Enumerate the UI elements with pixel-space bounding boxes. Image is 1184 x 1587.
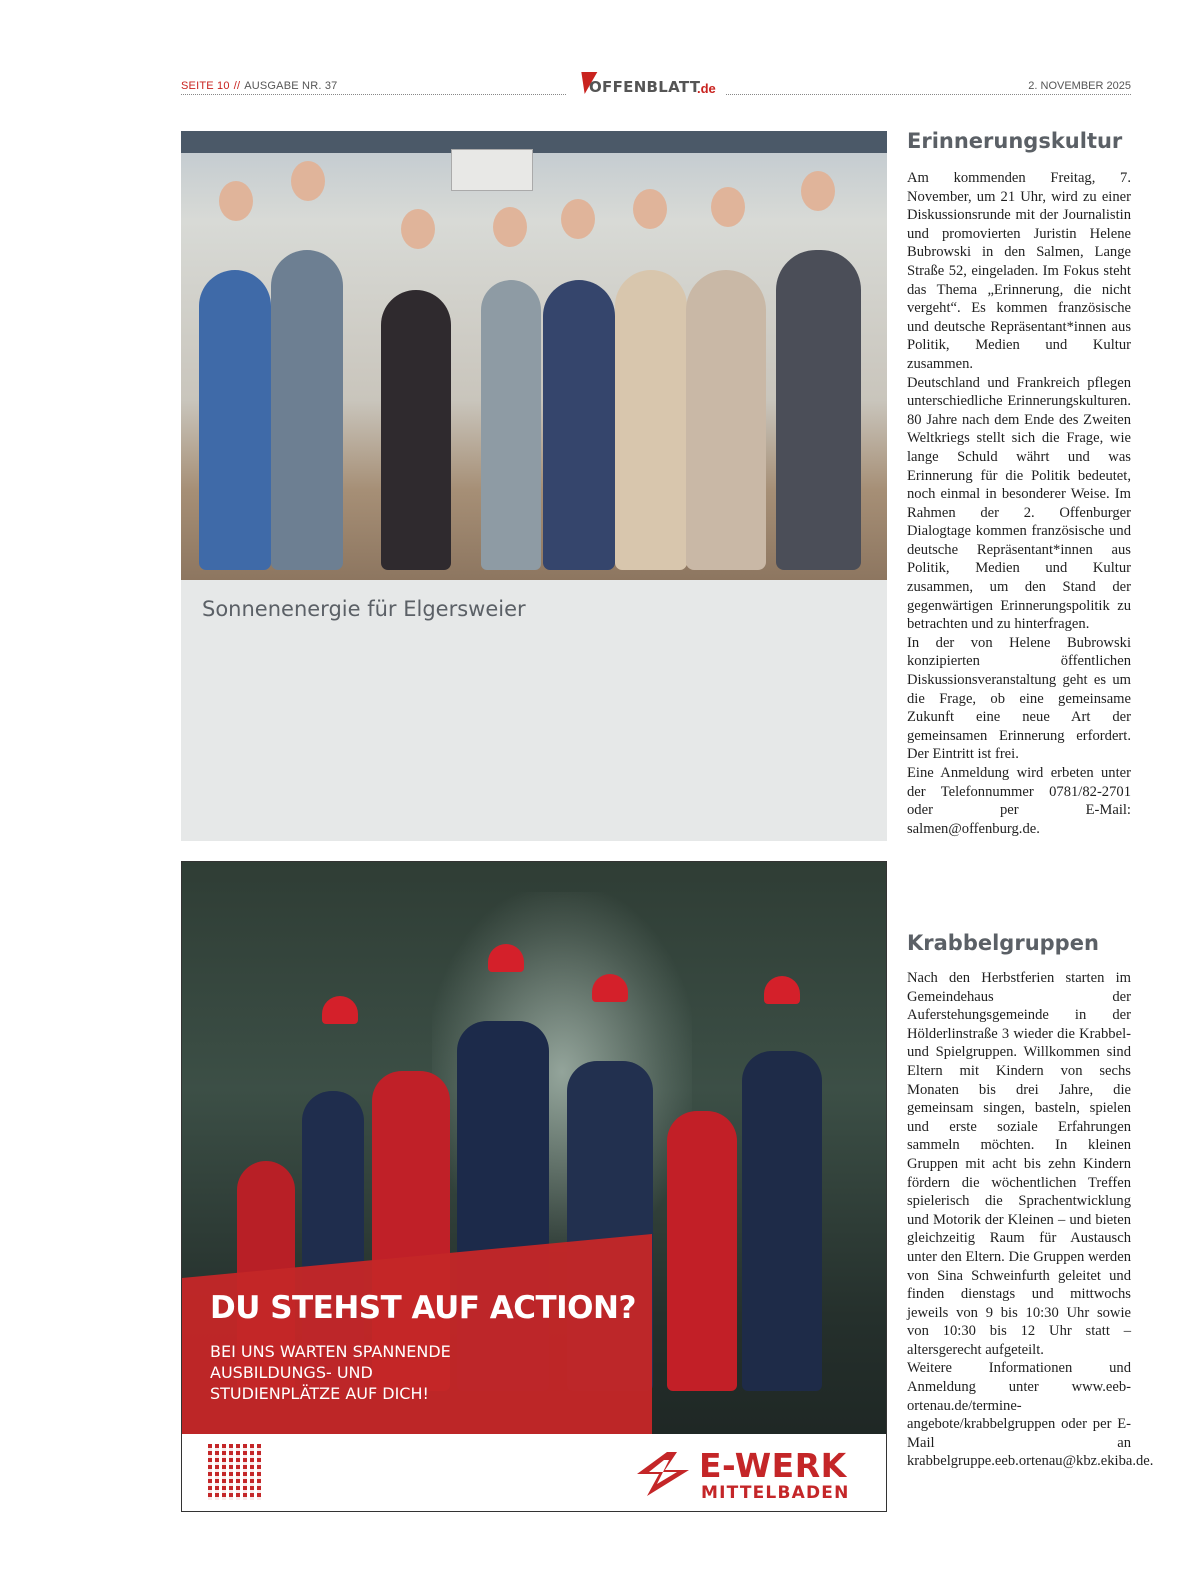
article-krabbelgruppen	[907, 931, 1154, 1471]
person-figure	[199, 270, 271, 570]
ad-footer	[182, 1434, 887, 1512]
page-info	[181, 80, 337, 92]
article-paragraph: Deutschland und Frankreich pflegen unterschiedliche Erinnerungskulturen. 80 Jahre nach dem Ende des Zweiten Weltkriegs stellt sich die Frage, wie lange Schuld währt und was Erinnerung für die Politik bedeutet, noch einmal in besonderer Weise. Im Rahmen der 2. Offenburger Dialogtage kommen französische und deutsche Repräsentant*innen aus Politik, Medien und Kultur zusammen, um den Stand der gegenwärtigen Erinnerungspolitik zu betrachten und zu hinterfragen.	[907, 374, 1131, 633]
person-head	[711, 187, 745, 227]
person-figure	[543, 280, 615, 570]
ewerk-logo[interactable]	[637, 1446, 857, 1506]
person-head	[561, 199, 595, 239]
article-paragraph: In der von Helene Bubrowski konzipierten öffentlichen Diskussionsveranstaltung geht es um die Frage, ob eine gemeinsame Zukunft eine neue Art der gemeinsamen Erinnerung erfordert. Der Eintritt ist frei.	[907, 634, 1131, 763]
person-figure	[615, 270, 687, 570]
helmet-icon	[488, 944, 524, 972]
page-header	[181, 78, 1131, 102]
solar-panel-strip	[181, 131, 887, 153]
person-head	[219, 181, 253, 221]
person-figure	[481, 280, 541, 570]
person-head	[801, 171, 835, 211]
ad-subline	[210, 1341, 451, 1404]
person-figure	[776, 250, 861, 570]
ad-slogan: DU STEHST AUF ACTION?	[210, 1290, 636, 1326]
ad-subline-3: STUDIENPLÄTZE AUF DICH!	[210, 1384, 429, 1403]
ad-subline-1: BEI UNS WARTEN SPANNENDE	[210, 1342, 451, 1361]
separator: //	[233, 80, 241, 92]
article-erinnerungskultur	[907, 129, 1131, 838]
divider-right	[726, 94, 1131, 95]
article-paragraph: Nach den Herbstferien starten im Gemeindehaus der Auferstehungsgemeinde in der Hölderlinstraße 3 wieder die Krabbel- und Spielgruppen. Willkommen sind Eltern mit Kindern von sechs Monaten bis drei Jahre, die gemeinsam singen, basteln, spielen und erste soziale Erfahrungen sammeln möchten. In kleinen Gruppen mit acht bis zehn Kindern fördern die wöchentlichen Treffen spielerisch die Sprachentwicklung und Motorik der Kleinen – und bieten gleichzeitig Raum für Austausch unter den Eltern. Die Gruppen werden von Sina Schweinfurth geleitet und finden dienstags und mittwochs jeweils von 9 bis 10:30 Uhr sowie von 10:30 bis 12 Uhr statt – altersgerecht aufgeteilt.	[907, 970, 1131, 1358]
person-head	[633, 189, 667, 229]
article-paragraph: Eine Anmeldung wird erbeten unter der Telefonnummer 0781/82-2701 oder per E-Mail: salmen@offenburg.de.	[907, 765, 1131, 837]
person-figure	[271, 250, 343, 570]
article-paragraph: Weitere Informationen und Anmeldung unter www.eeb-ortenau.de/termine-angebote/krabbelgruppen oder per E-Mail an krabbelgruppe.eeb.ortenau@kbz.ekiba.de.	[907, 1360, 1154, 1470]
article-title: Krabbelgruppen	[907, 931, 1099, 955]
brand-subname: MITTELBADEN	[701, 1483, 850, 1503]
worker-figure	[667, 1111, 737, 1391]
offenblatt-logo[interactable]	[579, 72, 729, 100]
qr-code-icon[interactable]	[208, 1444, 264, 1500]
group-photo	[181, 131, 887, 580]
worker-figure	[742, 1051, 822, 1391]
ewerk-advertisement[interactable]	[181, 861, 887, 1512]
divider-left	[181, 94, 566, 95]
brand-name: E-WERK	[699, 1446, 847, 1485]
inverter-box	[451, 149, 533, 191]
ewerk-lightning-icon	[637, 1452, 689, 1496]
issue-number: AUSGABE NR. 37	[244, 80, 338, 92]
person-head	[291, 161, 325, 201]
helmet-icon	[322, 996, 358, 1024]
person-figure	[686, 270, 766, 570]
article-paragraph: Am kommenden Freitag, 7. November, um 21 Uhr, wird zu einer Diskussionsrunde mit der Journalistin und promovierten Juristin Helene Bubrowski in den Salmen, Lange Straße 52, eingeladen. Im Fokus steht das Thema „Erinnerung, die nicht vergeht“. Es kommen französische und deutsche Repräsentant*innen aus Politik, Medien und Kultur zusammen.	[907, 170, 1131, 372]
person-figure	[381, 290, 451, 570]
photo-caption-box	[181, 580, 887, 841]
logo-name: OFFENBLATT	[589, 78, 701, 96]
page-number: SEITE 10	[181, 80, 230, 92]
issue-date: 2. NOVEMBER 2025	[1028, 80, 1131, 92]
article-title: Erinnerungskultur	[907, 129, 1123, 153]
photo-caption: Sonnenenergie für Elgersweier	[202, 597, 526, 621]
person-head	[493, 207, 527, 247]
ad-subline-2: AUSBILDUNGS- UND	[210, 1363, 373, 1382]
helmet-icon	[592, 974, 628, 1002]
helmet-icon	[764, 976, 800, 1004]
person-head	[401, 209, 435, 249]
logo-tld: .de	[697, 81, 716, 96]
